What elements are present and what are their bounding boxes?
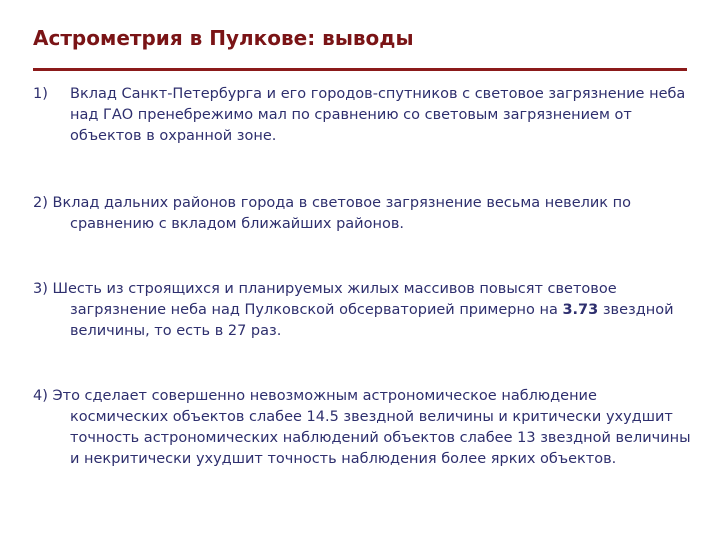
conclusion-item-4 [33,386,693,470]
conclusion-item-1 [33,84,693,147]
item-text-before: Шесть из строящихся и планируемых жилых массивов повысят световое загрязнение неба над Пулковской обсерваторией примерно на [52,281,617,318]
item-text: Это сделает совершенно невозможным астрономическое наблюдение космических объектов слабее 14.5 звездной величины и критически ухудшит точность астрономических наблюдений объектов слабее 13 звездной величины и некритически ухудшит точность наблюдения более ярких объектов. [52,388,691,467]
title-divider [33,68,687,71]
item-text: Вклад Санкт-Петербурга и его городов-спутников с световое загрязнение неба над ГАО пренебрежимо мал по сравнению со световым загрязнением от объектов в охранной зоне. [70,86,686,144]
item-number: 4) [33,388,48,404]
item-number: 1) [33,86,48,102]
conclusion-item-3 [33,279,693,342]
item-text-after: звездной величины, то есть в 27 раз. [70,302,674,339]
item-number: 3) [33,281,48,297]
highlight-value: 3.73 [562,302,599,318]
item-text: Вклад дальних районов города в световое загрязнение весьма невелик по сравнению с вкладом ближайших районов. [52,195,632,232]
item-number: 2) [33,195,48,211]
slide-title: Астрометрия в Пулкове: выводы [33,26,414,50]
conclusion-item-2 [33,193,693,235]
